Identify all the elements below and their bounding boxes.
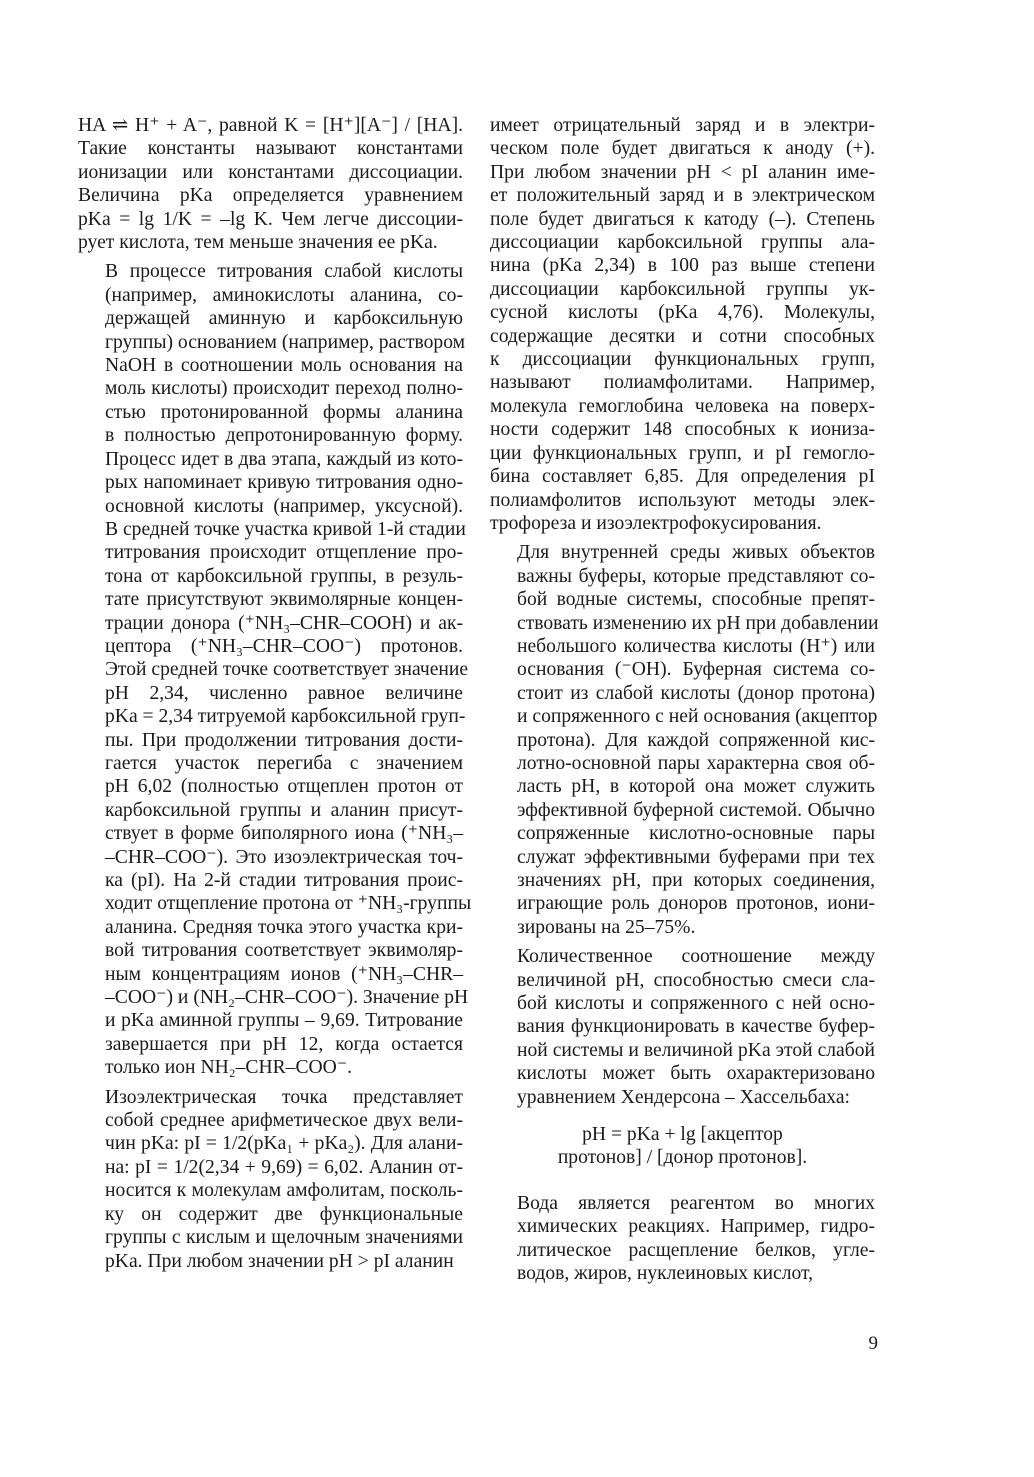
text-line: –CHR–COO⁻). Это изоэлектрическая точ- [105, 846, 463, 868]
text-line: Количественное соотношение между [517, 946, 875, 968]
text-line: цептора (⁺NH₃–CHR–COO⁻) протонов. [105, 635, 463, 657]
text-line: ции функциональных групп, и pI гемогло- [490, 442, 875, 464]
text-line: и сопряженного с ней основания (акцептор [517, 706, 878, 728]
text-line: трации донора (⁺NH₃–CHR–COOH) и ак- [105, 612, 463, 634]
right-column [490, 114, 879, 1286]
text-line: HA ⇌ H⁺ + A⁻, равной K = [H⁺][A⁻] / [HA]. [78, 115, 463, 136]
text-line: химических реакциях. Например, гидро- [517, 1216, 875, 1238]
text-line: Процесс идет в два этапа, каждый из кото- [105, 448, 463, 470]
text-line: важны буферы, которые представляют со- [517, 565, 875, 587]
text-line: ласть pH, в которой она может служить [517, 776, 875, 798]
text-line: имеет отрицательный заряд и в электри- [490, 115, 875, 136]
text-line: ствовать изменению их pH при добавлении [517, 612, 879, 634]
text-line: аланина. Средняя точка этого участка кри- [105, 916, 463, 938]
text-line: pH 6,02 (полностью отщеплен протон от [105, 776, 463, 798]
text-line: носится к молекулам амфолитам, посколь- [105, 1180, 463, 1202]
paragraph [78, 1086, 463, 1273]
paragraph [490, 541, 879, 939]
text-line: к диссоциации функциональных групп, [490, 349, 875, 371]
text-line: ческом поле будет двигаться к аноду (+). [490, 138, 875, 160]
text-line: ствует в форме биполярного иона (⁺NH₃– [105, 823, 463, 845]
text-line: Изоэлектрическая точка представляет [105, 1086, 463, 1108]
text-line: стоит из слабой кислоты (донор протона) [517, 682, 875, 704]
text-line: сопряженные кислотно-основные пары [517, 823, 875, 845]
text-line: зированы на 25–75%. [517, 916, 696, 938]
text-line: литическое расщепление белков, угле- [517, 1239, 875, 1261]
text-line: небольшого количества кислоты (H⁺) или [517, 635, 875, 657]
text-line: трофореза и изоэлектрофокусирования. [490, 512, 822, 534]
text-line: NaOH в соотношении моль основания на [105, 355, 463, 377]
text-line: содержащие десятки и сотни способных [490, 325, 875, 347]
text-line: В процессе титрования слабой кислоты [105, 261, 463, 283]
text-line: ка (pI). На 2-й стадии титрования проис- [105, 870, 463, 891]
text-line: значениях pH, при которых соединения, [517, 870, 875, 891]
text-line: вания функционировать в качестве буфер- [517, 1016, 875, 1038]
text-line: (например, аминокислоты аланина, со- [105, 284, 463, 306]
text-line: диссоциации карбоксильной группы ала- [490, 232, 875, 254]
text-line: Этой средней точке соответствует значение [105, 659, 469, 681]
text-line: ходит отщепление протона от ⁺NH₃-группы [105, 893, 472, 915]
text-line: на: pI = 1/2(2,34 + 9,69) = 6,02. Аланин от- [105, 1156, 463, 1178]
text-line: молекула гемоглобина человека на поверх- [490, 395, 875, 417]
text-line: гается участок перегиба с значением [105, 752, 463, 774]
henderson-hasselbalch-formula [490, 1123, 875, 1170]
text-line: основания (⁻OH). Буферная система со- [517, 659, 875, 681]
text-line: карбоксильной группы и аланин присут- [105, 799, 463, 821]
text-line: моль кислоты) происходит переход полно- [105, 378, 463, 400]
text-line: эффективной буферной системой. Обычно [517, 799, 875, 821]
text-line: pKa. При любом значении pH > pI аланин [105, 1250, 454, 1272]
text-line: В средней точке участка кривой 1-й стадии [105, 518, 466, 540]
text-line: ности содержит 148 способных к иониза- [490, 419, 875, 441]
text-line: pKa = lg 1/K = –lg K. Чем легче диссоции- [78, 208, 463, 230]
text-line: ет положительный заряд и в электрическом [490, 185, 875, 207]
paragraph [490, 1192, 875, 1286]
text-line: пы. При продолжении титрования дости- [105, 729, 463, 751]
text-line: называют полиамфолитами. Например, [490, 372, 875, 394]
text-line: титрования происходит отщепление про- [105, 542, 463, 564]
text-line: диссоциации карбоксильной группы ук- [490, 278, 875, 300]
text-line: группы) основанием (например, раствором [105, 331, 466, 353]
text-line: лотно-основной пары характерна своя об- [517, 752, 875, 774]
text-line: собой среднее арифметическое двух вели- [105, 1110, 463, 1132]
text-line: При любом значении pH < pI аланин име- [490, 161, 875, 183]
text-line: –COO⁻) и (NH₂–CHR–COO⁻). Значение pH [105, 987, 469, 1009]
text-line: Величина pKa определяется уравнением [78, 185, 463, 207]
text-line: вой титрования соответствует эквимоляр- [105, 940, 463, 962]
text-line: уравнением Хендерсона – Хассельбаха: [517, 1086, 850, 1108]
left-column [78, 114, 472, 1273]
text-line: поле будет двигаться к катоду (–). Степень [490, 208, 875, 230]
text-line: Такие константы называют константами [78, 138, 463, 160]
text-line: водов, жиров, нуклеиновых кислот, [517, 1263, 813, 1285]
paragraph [78, 260, 472, 1079]
text-line: служат эффективными буферами при тех [517, 846, 875, 868]
text-line: тате присутствуют эквимолярные концен- [105, 589, 463, 611]
page-number: 9 [868, 1333, 878, 1354]
text-line: бой водные системы, способные препят- [517, 589, 875, 611]
text-line: полиамфолитов используют методы элек- [490, 489, 875, 511]
text-line: только ион NH₂–CHR–COO⁻. [105, 1057, 353, 1079]
text-line: нина (pKa 2,34) в 100 раз выше степени [490, 255, 875, 277]
text-line: бина составляет 6,85. Для определения pI [490, 466, 875, 488]
paragraph [78, 114, 463, 254]
text-line: pH 2,34, численно равное величине [105, 682, 463, 704]
text-line: ионизации или константами диссоциации. [78, 161, 463, 183]
text-line: кислоты может быть охарактеризовано [517, 1063, 875, 1085]
text-line: сусной кислоты (pKa 4,76). Молекулы, [490, 302, 875, 324]
text-line: величиной pH, способностью смеси сла- [517, 969, 875, 991]
text-line: pH = pKa + lg [акцептор [582, 1124, 783, 1146]
text-line: держащей аминную и карбоксильную [105, 308, 463, 330]
text-line: играющие роль доноров протонов, иони- [517, 893, 875, 915]
text-line: pKa = 2,34 титруемой карбоксильной груп- [105, 706, 466, 728]
text-line: в полностью депротонированную форму. [105, 425, 463, 447]
text-line: Для внутренней среды живых объектов [517, 542, 875, 564]
text-line: тона от карбоксильной группы, в резуль- [105, 565, 463, 587]
text-line: Вода является реагентом во многих [517, 1192, 875, 1214]
paragraph [490, 114, 875, 535]
text-line: завершается при pH 12, когда остается [105, 1033, 463, 1055]
text-line: чин pKa: pI = 1/2(pKa₁ + pKa₂). Для алани- [105, 1133, 463, 1155]
text-line: рых напоминает кривую титрования одно- [105, 472, 463, 494]
text-line: ным концентрациям ионов (⁺NH₃–CHR– [105, 963, 463, 985]
text-line: стью протонированной формы аланина [105, 401, 463, 423]
text-line: и pKa аминной группы – 9,69. Титрование [105, 1010, 463, 1032]
text-line: рует кислота, тем меньше значения ее pKa. [78, 232, 438, 254]
text-line: ной системы и величиной pKa этой слабой [517, 1039, 875, 1061]
text-line: основной кислоты (например, уксусной). [105, 495, 463, 517]
text-line: ку он содержит две функциональные [105, 1203, 463, 1225]
text-line: группы с кислым и щелочным значениями [105, 1227, 463, 1249]
paragraph [490, 945, 875, 1109]
text-line: протонов] / [донор протонов]. [557, 1147, 808, 1169]
text-line: бой кислоты и сопряженного с ней осно- [517, 993, 875, 1015]
text-line: протона). Для каждой сопряженной кис- [517, 729, 875, 751]
